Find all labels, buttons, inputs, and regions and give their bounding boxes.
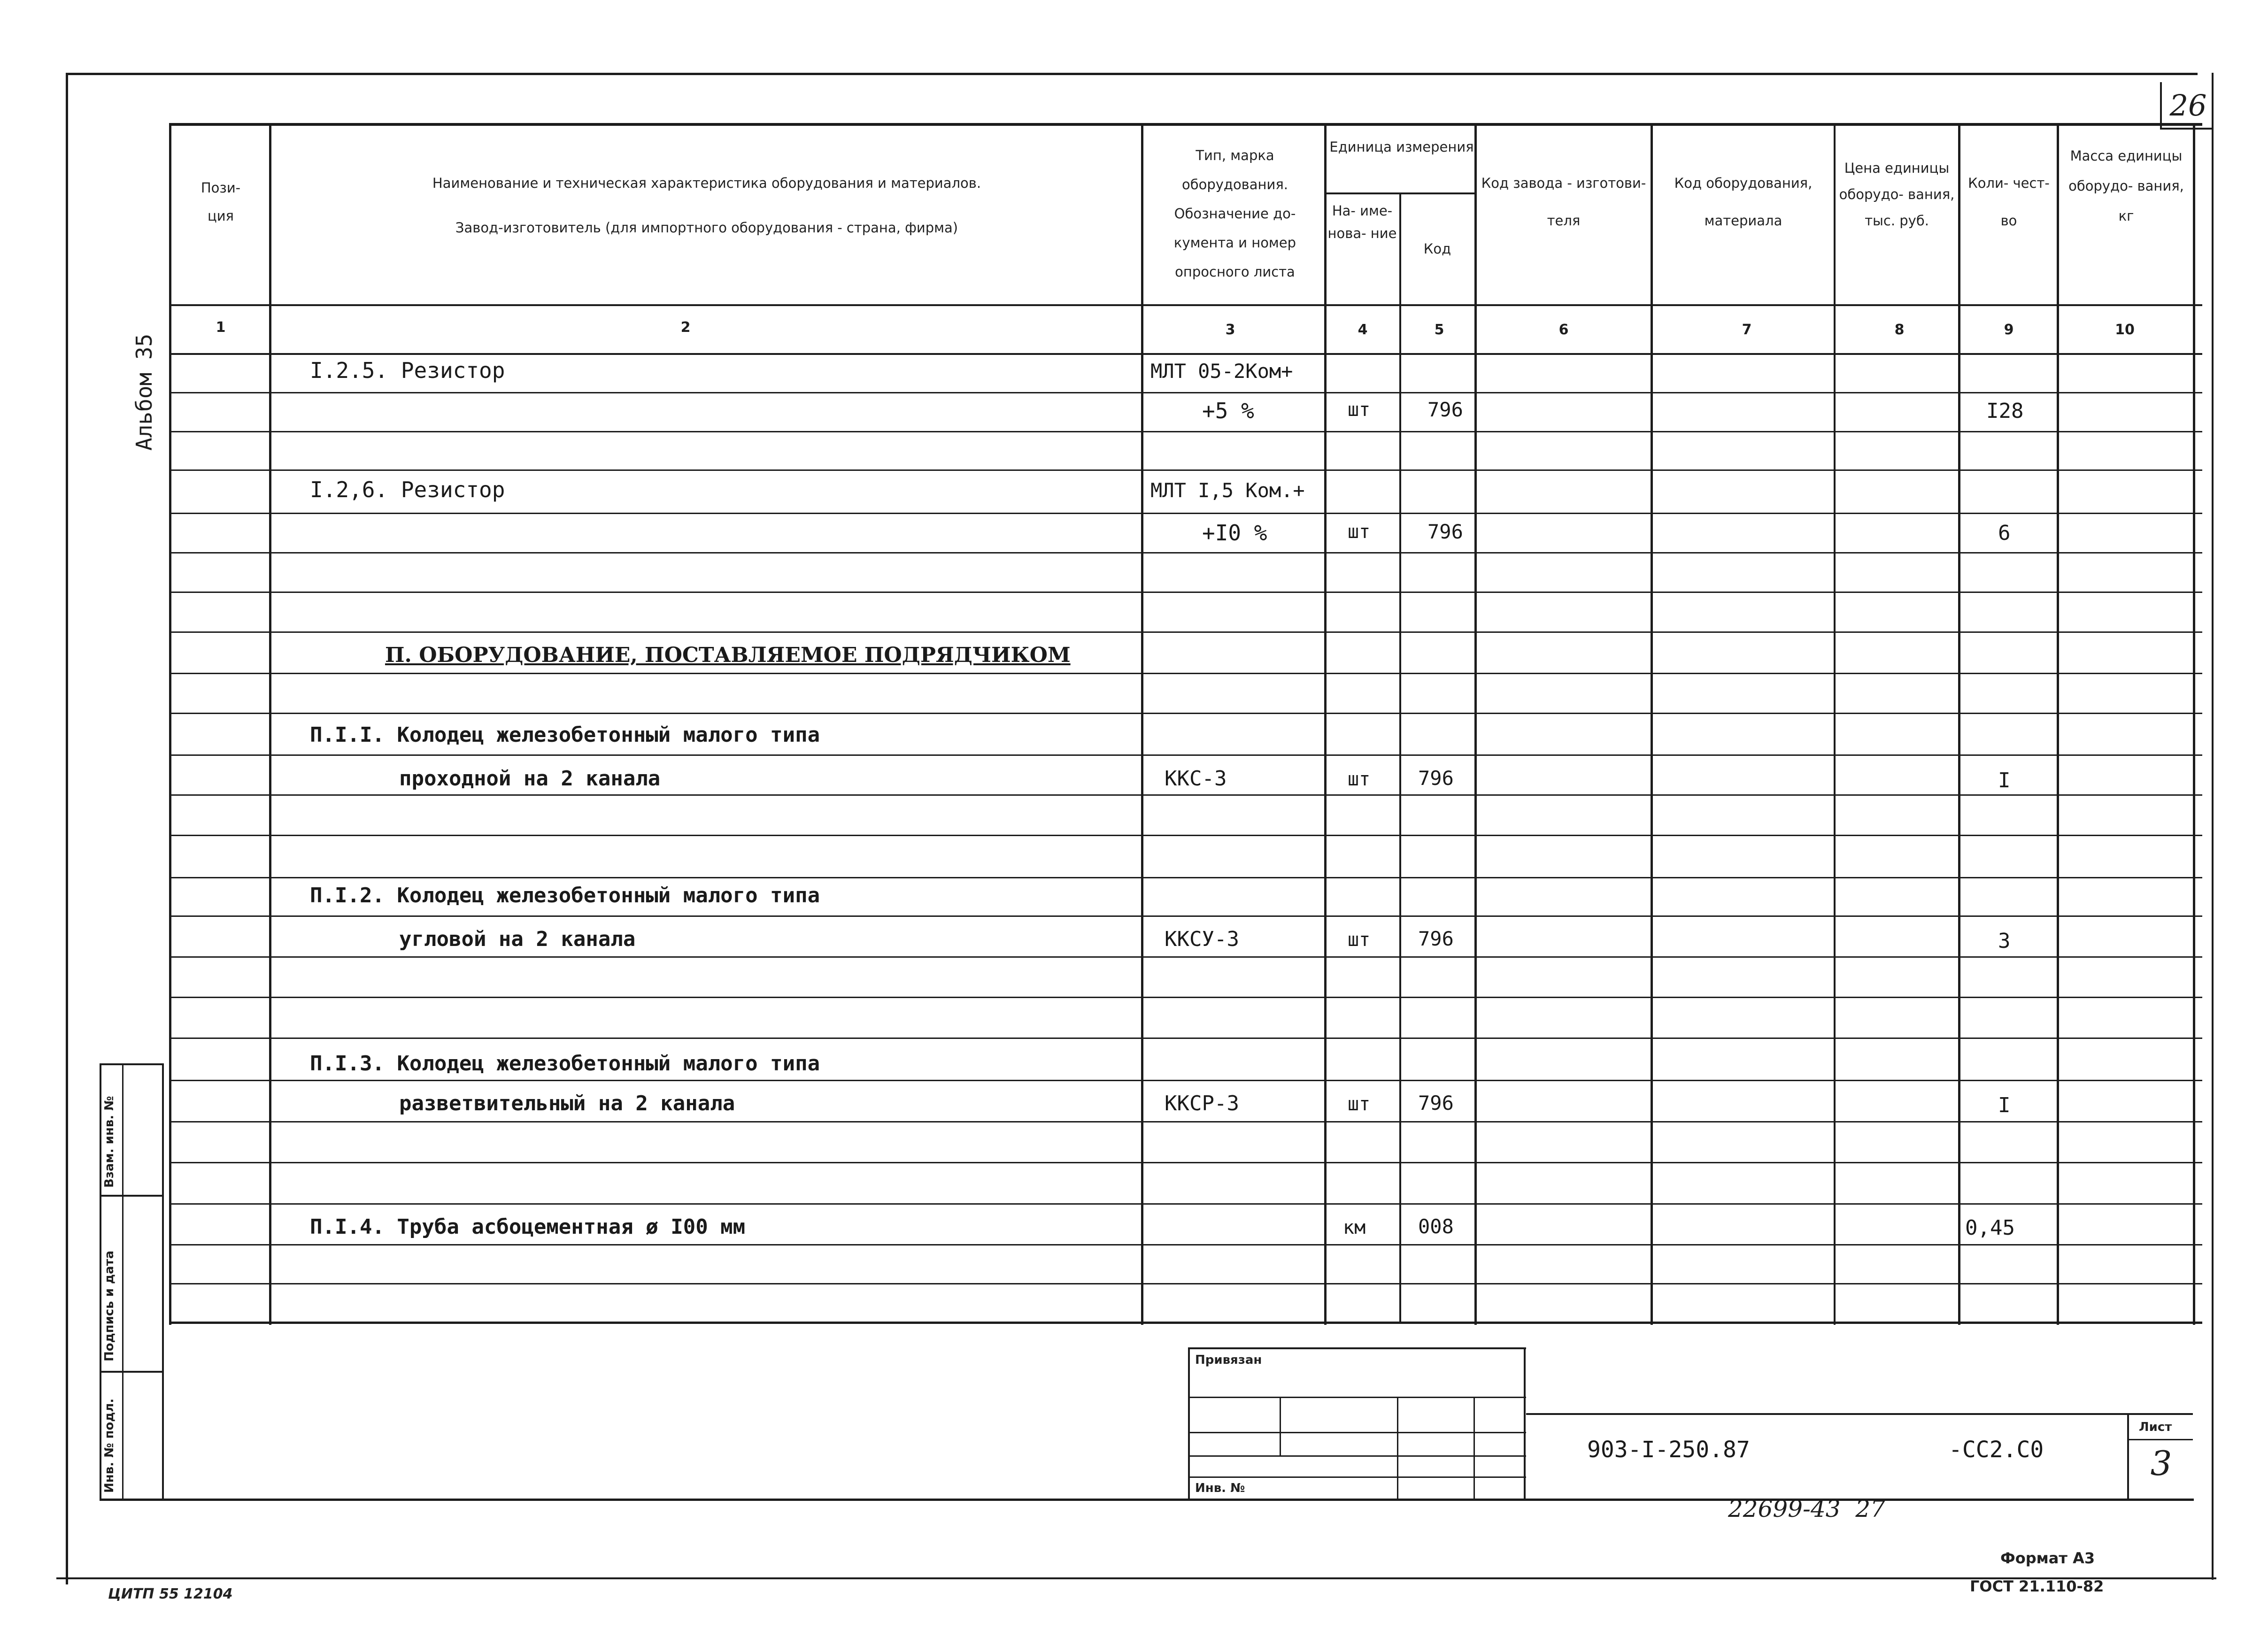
row-item-type: МЛТ I,5 Ком.+	[1150, 479, 1305, 502]
row-item-name: разветвительный на 2 канала	[399, 1092, 735, 1115]
col-line-j	[2057, 123, 2059, 1325]
album-label: Альбом 35	[131, 333, 157, 451]
side-stamp-sep2	[100, 1371, 164, 1373]
header-col3: Тип, марка оборудования. Обозначение до- кумента и номер опросного листа	[1173, 147, 1296, 280]
row-line	[169, 956, 2202, 958]
colnum-6: 6	[1558, 322, 1569, 338]
sheet-number: 3	[2150, 1444, 2172, 1483]
handwritten-reference: 22699-43 27	[1728, 1495, 1885, 1522]
header-col2-line1: Наименование и техническая характеристика оборудования и материалов.	[432, 175, 981, 191]
col-line-g	[1651, 123, 1653, 1325]
privyazan-label: Привязан	[1195, 1353, 1262, 1367]
row-line	[169, 513, 2202, 514]
side-stamp-right	[162, 1063, 164, 1500]
row-item-name: I.2.5. Резистор	[310, 358, 505, 383]
row-item-qty: 0,45	[1965, 1216, 2015, 1240]
table-header-bottom	[169, 304, 2202, 306]
format-label: Формат А3	[2000, 1549, 2095, 1567]
colnum-1: 1	[216, 319, 226, 336]
row-item-unit: шт	[1348, 521, 1371, 543]
sheet-label: Лист	[2139, 1420, 2172, 1434]
row-item-qty: I	[1998, 1093, 2011, 1117]
row-line	[169, 1203, 2202, 1205]
row-line	[169, 915, 2202, 917]
col-line-c	[1141, 123, 1143, 1325]
col-line-b	[269, 123, 271, 1325]
colnum-2: 2	[680, 319, 691, 336]
row-item-qty: I	[1998, 769, 2011, 792]
side-stamp-sep1	[100, 1195, 164, 1197]
row-item-type: ККСР-3	[1165, 1092, 1239, 1115]
sheet-box-left	[2127, 1413, 2129, 1500]
header-col10: Масса единицы оборудо- вания, кг	[2068, 148, 2184, 224]
code-box-top	[1526, 1413, 2193, 1415]
row-line	[169, 673, 2202, 674]
page-number-box-left	[2160, 82, 2162, 129]
row-item-unit: шт	[1348, 929, 1371, 951]
table-top-border	[169, 123, 2202, 126]
row-item-type: ККС-3	[1165, 767, 1227, 791]
side-stamp-top	[100, 1063, 164, 1065]
side-stamp-podpis: Подпись и дата	[102, 1250, 116, 1361]
row-item-name: П.I.I. Колодец железобетонный малого типа	[310, 723, 820, 747]
row-line	[169, 1038, 2202, 1039]
title-block-r3	[1188, 1455, 1526, 1457]
row-item-unit: шт	[1348, 399, 1371, 421]
row-line	[169, 431, 2202, 432]
row-line	[169, 1080, 2202, 1081]
sheet-box-sep	[2127, 1439, 2193, 1440]
row-item-qty: I28	[1986, 399, 2024, 423]
row-line	[169, 794, 2202, 796]
row-item-name: П.I.3. Колодец железобетонный малого типа	[310, 1052, 820, 1076]
row-line	[169, 469, 2202, 471]
row-item-name: П.I.2. Колодец железобетонный малого типа	[310, 884, 820, 907]
row-line	[169, 1244, 2202, 1245]
row-item-name: П.I.4. Труба асбоцементная ø I00 мм	[310, 1215, 746, 1239]
header-col9: Коли- чест- во	[1968, 175, 2050, 229]
row-line	[169, 552, 2202, 553]
col-line-f	[1474, 123, 1477, 1325]
row-item-code: 796	[1418, 927, 1454, 950]
row-line	[169, 592, 2202, 593]
colnum-7: 7	[1742, 322, 1752, 338]
table-bottom-border	[169, 1322, 2202, 1324]
row-line	[169, 877, 2202, 878]
unit-group-divider	[1324, 192, 1477, 194]
header-col7: Код оборудования, материала	[1674, 175, 1813, 229]
section-title: П. ОБОРУДОВАНИЕ, ПОСТАВЛЯЕМОЕ ПОДРЯДЧИКОМ	[385, 643, 1071, 667]
side-stamp-inv-podl: Инв. № подл.	[102, 1398, 116, 1493]
side-stamp-vzam: Взам. инв. №	[102, 1096, 116, 1188]
header-col6: Код завода - изготови- теля	[1481, 175, 1646, 229]
row-line	[169, 754, 2202, 756]
row-item-code: 796	[1427, 520, 1463, 543]
title-block-c1	[1280, 1397, 1281, 1455]
outer-frame-right	[2212, 73, 2214, 1580]
header-col2-line2: Завод-изготовитель (для импортного оборудования - страна, фирма)	[455, 220, 958, 236]
page-number-box-bottom	[2160, 128, 2212, 130]
colnum-9: 9	[2004, 322, 2014, 338]
header-col5: Код	[1423, 241, 1451, 257]
title-block-c2	[1397, 1397, 1398, 1500]
document-suffix: -СС2.С0	[1949, 1437, 2044, 1463]
row-item-name: проходной на 2 канала	[399, 767, 661, 791]
col-line-e	[1399, 192, 1401, 1324]
row-line	[169, 997, 2202, 998]
col-line-a	[169, 123, 171, 1325]
colnum-3: 3	[1225, 322, 1235, 338]
title-block-r1	[1188, 1397, 1526, 1398]
inv-no-label: Инв. №	[1195, 1481, 1245, 1495]
row-item-qty: 6	[1998, 521, 2011, 545]
row-item-code: 796	[1418, 1092, 1454, 1115]
printer-label: ЦИТП 55 12104	[108, 1586, 233, 1602]
row-item-code: 008	[1418, 1215, 1454, 1238]
row-item-type: +5 %	[1202, 398, 1254, 423]
colnum-5: 5	[1434, 322, 1444, 338]
row-item-unit: шт	[1348, 1093, 1371, 1115]
outer-frame-left	[66, 73, 68, 1584]
header-unit-group: Единица измерения	[1329, 139, 1474, 155]
row-line	[169, 1162, 2202, 1163]
header-col4: На- име- нова- ние	[1327, 203, 1397, 241]
document-code: 903-I-250.87	[1587, 1437, 1750, 1463]
row-line	[169, 392, 2202, 393]
row-item-name: I.2,6. Резистор	[310, 477, 505, 502]
row-item-unit: км	[1343, 1217, 1366, 1238]
title-block-r4	[1188, 1476, 1526, 1478]
side-stamp-left	[100, 1063, 101, 1500]
row-item-type: ККСУ-3	[1165, 927, 1239, 951]
table-right-border	[2193, 123, 2195, 1325]
outer-frame-top	[66, 73, 2198, 75]
row-item-name: угловой на 2 канала	[399, 927, 636, 951]
row-item-code: 796	[1427, 398, 1463, 421]
row-item-type: МЛТ 05-2Ком+	[1150, 360, 1293, 383]
colnum-4: 4	[1358, 322, 1368, 338]
table-colnum-bottom	[169, 353, 2202, 355]
row-item-type: +I0 %	[1202, 520, 1267, 546]
colnum-8: 8	[1894, 322, 1905, 338]
col-line-d	[1324, 123, 1327, 1325]
page-number: 26	[2169, 88, 2207, 123]
row-line	[169, 1283, 2202, 1284]
row-item-code: 796	[1418, 767, 1454, 790]
col-line-h	[1834, 123, 1836, 1325]
side-stamp-col	[122, 1063, 123, 1500]
row-item-qty: 3	[1998, 929, 2011, 953]
title-block-top	[1188, 1347, 1526, 1349]
header-col1: Пози- ция	[201, 180, 241, 224]
row-line	[169, 835, 2202, 836]
title-block-r2	[1188, 1432, 1526, 1433]
row-line	[169, 631, 2202, 633]
gost-label: ГОСТ 21.110-82	[1970, 1577, 2104, 1595]
row-item-unit: шт	[1348, 769, 1371, 790]
header-col8: Цена единицы оборудо- вания, тыс. руб.	[1839, 160, 1955, 229]
outer-frame-bottom	[56, 1577, 2216, 1579]
title-block-c3	[1473, 1397, 1475, 1500]
row-line	[169, 713, 2202, 714]
colnum-10: 10	[2115, 322, 2135, 338]
row-line	[169, 1121, 2202, 1122]
col-line-i	[1958, 123, 1960, 1325]
